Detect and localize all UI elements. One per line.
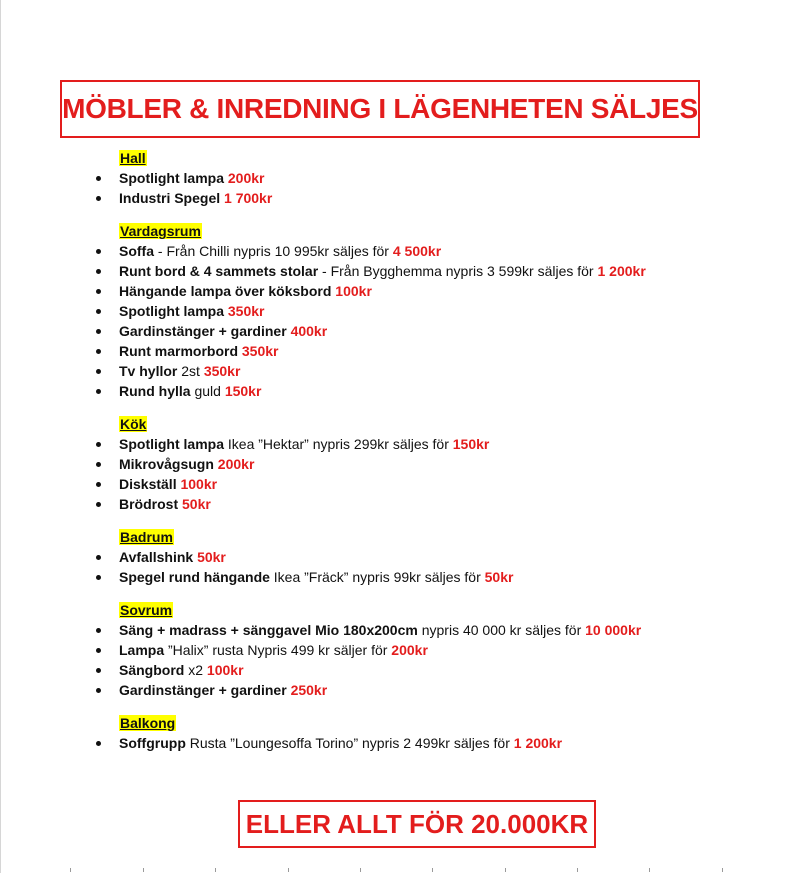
- footer-offer: ELLER ALLT FÖR 20.000KR: [245, 808, 589, 839]
- ruler-tick: [143, 868, 144, 872]
- item-description: ”Halix” rusta Nypris 499 kr säljer för: [168, 642, 388, 658]
- list-item: [0, 434, 788, 454]
- footer-box: [238, 800, 596, 848]
- ruler-tick: [505, 868, 506, 872]
- bullet-icon: [96, 688, 101, 693]
- item-description: 2st: [181, 363, 200, 379]
- section-badrum: [0, 527, 788, 587]
- item-list: [0, 168, 788, 208]
- item-price: 50kr: [484, 569, 514, 585]
- section-heading: [119, 148, 788, 168]
- item-price: 100kr: [206, 662, 244, 678]
- item-price: 4 500kr: [392, 243, 442, 259]
- item-description: Ikea ”Hektar” nypris 299kr säljes för: [227, 436, 449, 452]
- item-name: Spegel rund hängande: [119, 569, 270, 585]
- section-kök: [0, 414, 788, 514]
- bullet-icon: [96, 389, 101, 394]
- item-price: 250kr: [290, 682, 328, 698]
- list-item: [0, 640, 788, 660]
- item-name: Soffgrupp: [119, 735, 186, 751]
- list-item: [0, 241, 788, 261]
- item-price: 50kr: [197, 549, 226, 565]
- bullet-icon: [96, 668, 101, 673]
- item-price: 1 200kr: [597, 263, 646, 279]
- ruler-tick: [722, 868, 723, 872]
- list-item: [0, 680, 788, 700]
- ruler-tick: [70, 868, 71, 872]
- ruler-marks: [0, 868, 788, 873]
- bullet-icon: [96, 502, 101, 507]
- item-name: Soffa: [119, 243, 154, 259]
- list-item: [0, 361, 788, 381]
- item-list: [0, 547, 788, 587]
- section-heading: [119, 600, 788, 620]
- bullet-icon: [96, 349, 101, 354]
- page-title: MÖBLER & INREDNING I LÄGENHETEN SÄLJES: [62, 93, 698, 124]
- bullet-icon: [96, 369, 101, 374]
- list-item: [0, 341, 788, 361]
- ruler-tick: [288, 868, 289, 872]
- item-description: guld: [194, 383, 221, 399]
- item-price: 100kr: [180, 476, 218, 492]
- list-item: [0, 660, 788, 680]
- item-list: [0, 241, 788, 401]
- item-price: 200kr: [217, 456, 255, 472]
- bullet-icon: [96, 462, 101, 467]
- section-heading: [119, 414, 788, 434]
- section-heading: [119, 527, 788, 547]
- item-price: 400kr: [290, 323, 328, 339]
- item-name: Runt marmorbord: [119, 343, 238, 359]
- item-price: 200kr: [391, 642, 428, 658]
- item-name: Spotlight lampa: [119, 436, 224, 452]
- item-name: Spotlight lampa: [119, 170, 224, 186]
- ruler-tick: [649, 868, 650, 872]
- item-price: 10 000kr: [585, 622, 642, 638]
- section-balkong: [0, 713, 788, 753]
- bullet-icon: [96, 648, 101, 653]
- ruler-tick: [215, 868, 216, 872]
- sections-container: [0, 148, 788, 766]
- list-item: [0, 474, 788, 494]
- list-item: [0, 261, 788, 281]
- item-name: Spotlight lampa: [119, 303, 224, 319]
- ruler-tick: [432, 868, 433, 872]
- item-price: 150kr: [452, 436, 490, 452]
- item-price: 200kr: [227, 170, 265, 186]
- list-item: [0, 733, 788, 753]
- bullet-icon: [96, 628, 101, 633]
- item-name: Gardinstänger + gardiner: [119, 682, 287, 698]
- bullet-icon: [96, 309, 101, 314]
- bullet-icon: [96, 196, 101, 201]
- section-heading-label: Hall: [120, 150, 146, 166]
- bullet-icon: [96, 741, 101, 746]
- item-list: [0, 733, 788, 753]
- bullet-icon: [96, 575, 101, 580]
- list-item: [0, 547, 788, 567]
- section-heading-label: Vardagsrum: [120, 223, 201, 239]
- item-name: Sängbord: [119, 662, 185, 678]
- item-name: Runt bord & 4 sammets stolar: [119, 263, 319, 279]
- item-list: [0, 620, 788, 700]
- list-item: [0, 168, 788, 188]
- list-item: [0, 188, 788, 208]
- item-description: nypris 40 000 kr säljes för: [421, 622, 582, 638]
- item-name: Diskställ: [119, 476, 177, 492]
- bullet-icon: [96, 249, 101, 254]
- item-name: Brödrost: [119, 496, 179, 512]
- item-name: Avfallshink: [119, 549, 194, 565]
- item-price: 100kr: [335, 283, 372, 299]
- bullet-icon: [96, 289, 101, 294]
- bullet-icon: [96, 442, 101, 447]
- item-name: Hängande lampa över köksbord: [119, 283, 332, 299]
- bullet-icon: [96, 329, 101, 334]
- item-name: Tv hyllor: [119, 363, 178, 379]
- section-heading-label: Balkong: [120, 715, 176, 731]
- item-price: 350kr: [241, 343, 279, 359]
- section-sovrum: [0, 600, 788, 700]
- list-item: [0, 301, 788, 321]
- section-vardagsrum: [0, 221, 788, 401]
- item-description: - Från Bygghemma nypris 3 599kr säljes för: [318, 263, 594, 279]
- item-name: Industri Spegel: [119, 190, 221, 206]
- section-heading-label: Sovrum: [120, 602, 173, 618]
- list-item: [0, 381, 788, 401]
- section-heading: [119, 221, 788, 241]
- item-price: 150kr: [224, 383, 262, 399]
- item-price: 50kr: [182, 496, 211, 512]
- section-hall: [0, 148, 788, 208]
- item-price: 350kr: [227, 303, 265, 319]
- item-name: Rund hylla: [119, 383, 191, 399]
- item-description: x2: [188, 662, 204, 678]
- ruler-tick: [577, 868, 578, 872]
- bullet-icon: [96, 555, 101, 560]
- item-price: 350kr: [203, 363, 241, 379]
- item-name: Mikrovågsugn: [119, 456, 214, 472]
- list-item: [0, 281, 788, 301]
- bullet-icon: [96, 269, 101, 274]
- bullet-icon: [96, 176, 101, 181]
- section-heading-label: Badrum: [120, 529, 173, 545]
- list-item: [0, 494, 788, 514]
- item-description: Rusta ”Loungesoffa Torino” nypris 2 499kr säljes för: [189, 735, 510, 751]
- item-price: 1 700kr: [224, 190, 273, 206]
- list-item: [0, 567, 788, 587]
- item-name: Lampa: [119, 642, 165, 658]
- item-description: - Från Chilli nypris 10 995kr säljes för: [154, 243, 389, 259]
- item-name: Säng + madrass + sänggavel Mio 180x200cm: [119, 622, 418, 638]
- item-name: Gardinstänger + gardiner: [119, 323, 287, 339]
- ruler-tick: [360, 868, 361, 872]
- list-item: [0, 321, 788, 341]
- section-heading-label: Kök: [120, 416, 147, 432]
- bullet-icon: [96, 482, 101, 487]
- list-item: [0, 454, 788, 474]
- item-price: 1 200kr: [513, 735, 563, 751]
- section-heading: [119, 713, 788, 733]
- item-description: Ikea ”Fräck” nypris 99kr säljes för: [273, 569, 481, 585]
- item-list: [0, 434, 788, 514]
- title-box: [60, 80, 700, 138]
- list-item: [0, 620, 788, 640]
